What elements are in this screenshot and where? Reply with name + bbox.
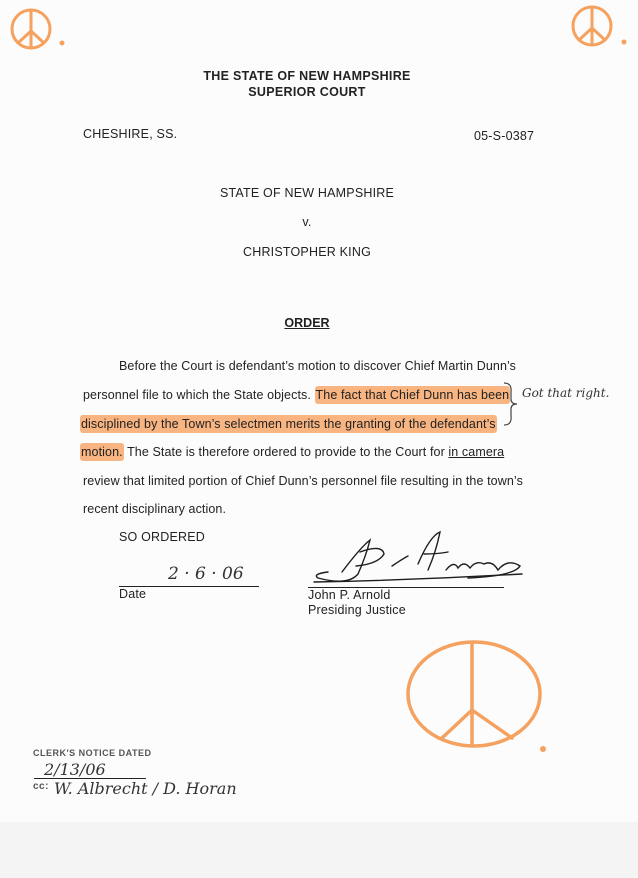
underlined-term: in camera — [448, 445, 505, 459]
paragraph-line — [80, 417, 497, 431]
date-label: Date — [119, 587, 147, 601]
scan-margin — [0, 822, 638, 878]
defendant-name: CHRISTOPHER KING — [243, 245, 371, 259]
margin-note: Got that right. — [522, 386, 610, 400]
signature-image — [308, 530, 528, 588]
peace-sign-icon — [566, 3, 632, 53]
so-ordered-label: SO ORDERED — [119, 530, 206, 544]
paragraph-line: review that limited portion of Chief Dunn’s personnel file resulting in the town’s — [83, 474, 523, 488]
highlighted-text: The fact that Chief Dunn has been — [315, 388, 510, 402]
cc-label: cc: — [33, 781, 49, 792]
peace-sign-icon — [404, 638, 554, 762]
court-state-heading: THE STATE OF NEW HAMPSHIRE — [203, 69, 411, 83]
judge-name: John P. Arnold — [308, 588, 391, 602]
court-name-heading: SUPERIOR COURT — [248, 85, 366, 99]
curly-brace-icon — [500, 380, 522, 428]
paragraph-text: personnel file to which the State objects. — [83, 388, 311, 402]
order-heading: ORDER — [284, 316, 330, 330]
handwritten-date: 2 · 6 · 06 — [168, 564, 244, 584]
paragraph-line: recent disciplinary action. — [83, 502, 227, 516]
highlighted-text: motion. — [81, 445, 123, 459]
clerk-notice-stamp: CLERK'S NOTICE DATED — [33, 748, 152, 758]
peace-sign-icon — [6, 5, 68, 55]
versus-label: v. — [302, 215, 312, 229]
paragraph-line: Before the Court is defendant’s motion to discover Chief Martin Dunn’s — [119, 359, 517, 373]
plaintiff-name: STATE OF NEW HAMPSHIRE — [219, 186, 395, 200]
judge-title: Presiding Justice — [308, 603, 406, 617]
highlighted-text: disciplined by the Town’s selectmen merits the granting of the defendant’s — [81, 417, 496, 431]
paragraph-line — [83, 388, 510, 402]
paragraph-line — [80, 445, 504, 459]
cc-recipients: W. Albrecht / D. Horan — [54, 779, 237, 798]
county-label: CHESHIRE, SS. — [83, 127, 178, 141]
clerk-notice-date: 2/13/06 — [44, 760, 106, 779]
docket-number: 05-S-0387 — [474, 129, 535, 143]
paragraph-text: The State is therefore ordered to provide to the Court for — [127, 445, 445, 459]
